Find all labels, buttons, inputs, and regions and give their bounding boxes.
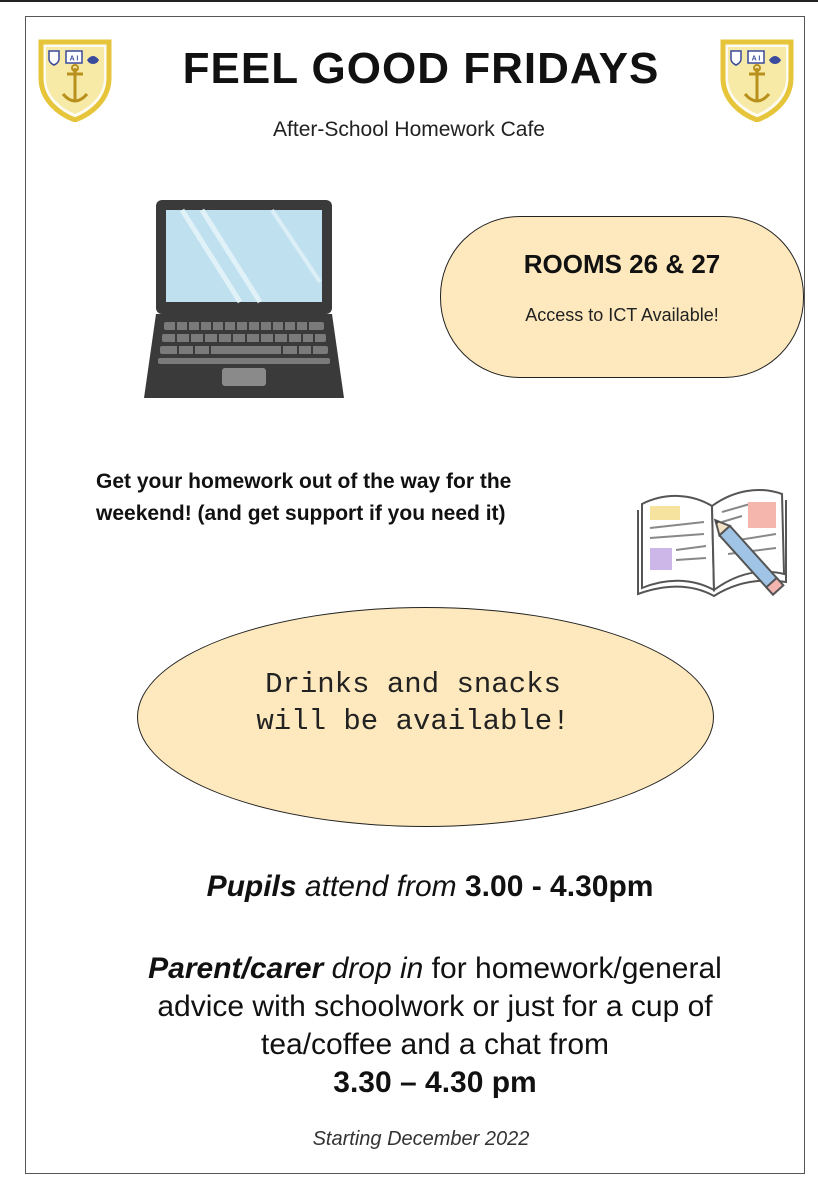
parent-line-2: advice with schoolwork or just for a cup of (157, 990, 713, 1023)
homework-line-1: Get your homework out of the way for the (96, 470, 512, 493)
rooms-subtitle: Access to ICT Available! (525, 305, 719, 325)
crest-lettering: A I (751, 55, 761, 63)
rooms-callout (440, 216, 804, 378)
parent-line-1 (0, 950, 818, 988)
drinks-line-2: will be available! (256, 705, 570, 738)
poster-title: FEEL GOOD FRIDAYS (182, 44, 660, 93)
poster-subtitle: After-School Homework Cafe (273, 118, 545, 141)
start-date: Starting December 2022 (312, 1128, 530, 1150)
pupils-time: 3.00 - 4.30pm (465, 870, 654, 903)
parent-label: Parent/carer (148, 952, 324, 985)
parent-line-3: tea/coffee and a chat from (260, 1028, 609, 1061)
rooms-title: ROOMS 26 & 27 (523, 249, 721, 279)
pupils-verb: attend from (296, 870, 465, 903)
open-book-pencil-icon (636, 478, 788, 600)
parent-time: 3.30 – 4.30 pm (333, 1066, 537, 1099)
homework-line-2: weekend! (and get support if you need it) (96, 502, 506, 525)
pupils-label: Pupils (206, 870, 297, 903)
parent-verb: drop in (323, 952, 424, 985)
drinks-line-1: Drinks and snacks (265, 668, 561, 701)
parent-rest: for homework/general (423, 952, 722, 985)
crest-lettering: A I (69, 55, 79, 63)
pupils-times (0, 870, 818, 904)
top-rule (0, 0, 818, 2)
homework-message (96, 466, 656, 530)
laptop-icon (142, 198, 348, 404)
parent-info (0, 950, 818, 1102)
